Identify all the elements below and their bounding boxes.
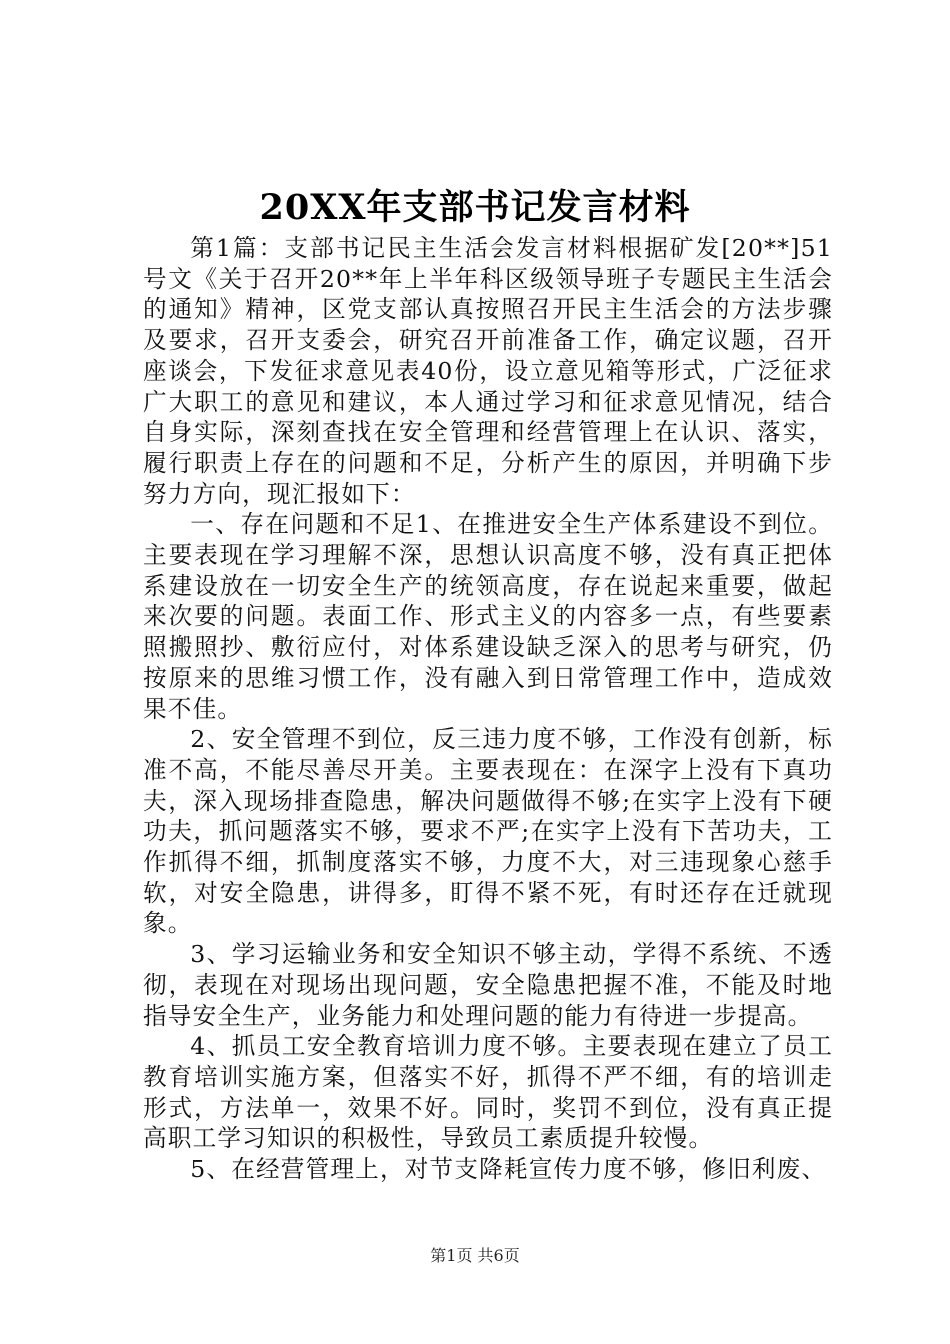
paragraph-issue-4: 4、抓员工安全教育培训力度不够。主要表现在建立了员工教育培训实施方案，但落实不好，抓得不严不细，有的培训走形式，方法单一，效果不好。同时，奖罚不到位，没有真正提高职工学习知识的积极性，导致员工素质提升较慢。: [143, 1032, 833, 1153]
paragraph-issue-1: 一、存在问题和不足1、在推进安全生产体系建设不到位。主要表现在学习理解不深，思想认识高度不够，没有真正把体系建设放在一切安全生产的统领高度，存在说起来重要，做起来次要的问题。表面工作、形式主义的内容多一点，有些要素照搬照抄、敷衍应付，对体系建设缺乏深入的思考与研究，仍按原来的思维习惯工作，没有融入到日常管理工作中，造成效果不佳。: [143, 510, 833, 723]
paragraph-issue-5: 5、在经营管理上，对节支降耗宣传力度不够，修旧利废、: [190, 1155, 827, 1184]
paragraph-issue-3: 3、学习运输业务和安全知识不够主动，学得不系统、不透彻，表现在对现场出现问题，安全隐患把握不准，不能及时地指导安全生产，业务能力和处理问题的能力有待进一步提高。: [143, 940, 833, 1030]
paragraph-issue-2: 2、安全管理不到位，反三违力度不够，工作没有创新，标准不高，不能尽善尽开美。主要表现在：在深字上没有下真功夫，深入现场排查隐患，解决问题做得不够;在实字上没有下硬功夫，抓问题落实不够，要求不严;在实字上没有下苦功夫，工作抓得不细，抓制度落实不够，力度不大，对三违现象心慈手软，对安全隐患，讲得多，盯得不紧不死，有时还存在迁就现象。: [143, 725, 833, 938]
page-footer: 第1页 共6页: [430, 1246, 520, 1265]
document-body: [143, 233, 833, 1185]
document-title: 20XX年支部书记发言材料: [259, 187, 691, 228]
paragraph-intro: 第1篇：支部书记民主生活会发言材料根据矿发[20**]51号文《关于召开20**年上半年科区级领导班子专题民主生活会的通知》精神，区党支部认真按照召开民主生活会的方法步骤及要求，召开支委会，研究召开前准备工作，确定议题，召开座谈会，下发征求意见表40份，设立意见箱等形式，广泛征求广大职工的意见和建议，本人通过学习和征求意见情况，结合自身实际，深刻查找在安全管理和经营管理上在认识、落实，履行职责上存在的问题和不足，分析产生的原因，并明确下步努力方向，现汇报如下：: [143, 234, 833, 508]
